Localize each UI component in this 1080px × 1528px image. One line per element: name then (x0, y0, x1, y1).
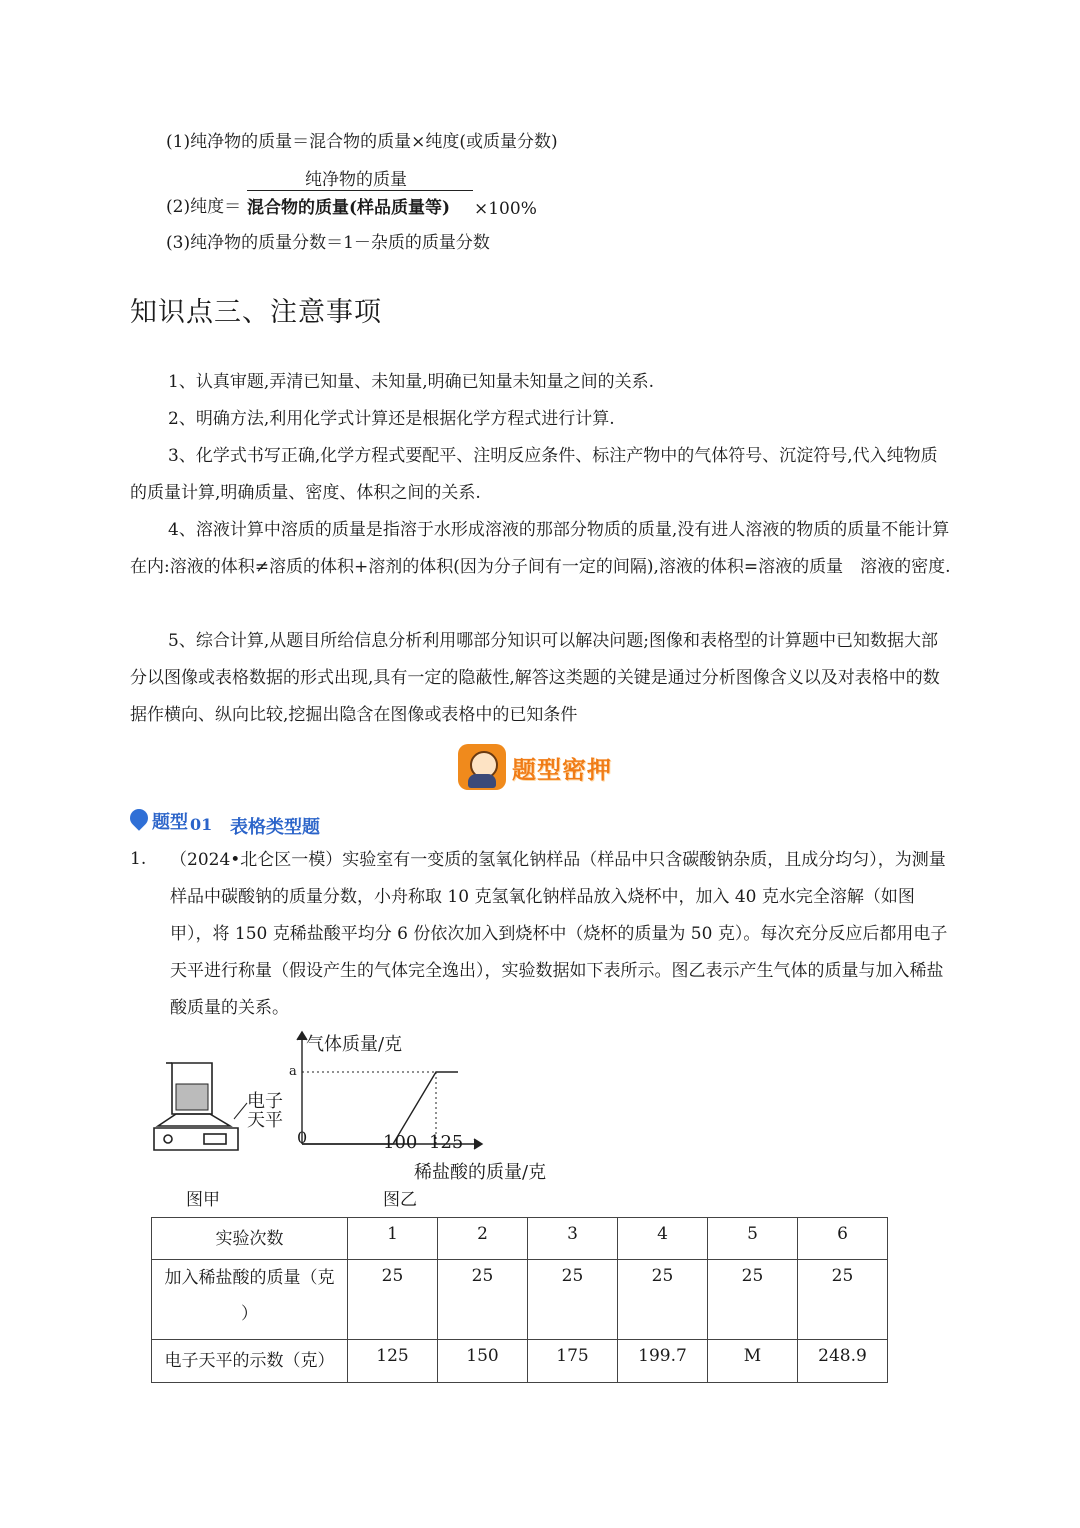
question-text: （2024•北仑区一模）实验室有一变质的氢氧化钠样品（样品中只含碳酸钠杂质，且成分均匀），为测量样品中碳酸钠的质量分数，小舟称取 10 克氢氧化钠样品放入烧杯中，加入 40 克水完全溶解（如图甲），将 150 克稀盐酸平均分 6 份依次加入到烧杯中（烧杯的质量为 50 克）。每次充分反应后都用电子天平进行称量（假设产生的气体完全逸出），实验数据如下表所示。图乙表示产生气体的质量与加入稀盐酸质量的关系。 (170, 850, 948, 1018)
figure-a-caption: 图甲 (186, 1190, 220, 1210)
note-item-3: 3、化学式书写正确,化学方程式要配平、注明反应条件、标注产物中的气体符号、沉淀符号,代入纯物质的质量计算,明确质量、密度、体积之间的关系. (130, 446, 938, 503)
experiment-data-table (151, 1217, 888, 1383)
table-col-header: 6 (798, 1218, 888, 1260)
question-type-banner (458, 744, 624, 790)
section-heading: 知识点三、注意事项 (130, 297, 382, 328)
table-cell: 25 (348, 1260, 438, 1340)
row-label-line-2: ） (241, 1304, 258, 1324)
type-number: 01 (190, 815, 213, 834)
table-col-header: 3 (528, 1218, 618, 1260)
x-axis-arrow-icon (474, 1139, 482, 1149)
balance-label-line-1: 电子 (247, 1091, 283, 1112)
type-label: 题型 (152, 812, 188, 833)
note-item-1: 1、认真审题,弄清已知量、未知量,明确已知量未知量之间的关系. (168, 372, 655, 392)
table-header-label: 实验次数 (152, 1218, 348, 1260)
table-col-header: 1 (348, 1218, 438, 1260)
table-cell: 125 (348, 1340, 438, 1383)
table-cell: 25 (618, 1260, 708, 1340)
table-cell: 25 (528, 1260, 618, 1340)
formula-line-3: (3)纯净物的质量分数＝1－杂质的质量分数 (166, 233, 490, 253)
table-cell: 25 (708, 1260, 798, 1340)
y-tick-a: a (289, 1064, 297, 1079)
table-cell: 248.9 (798, 1340, 888, 1383)
balance-leader-line (233, 1101, 249, 1121)
row-label-line-1: 加入稀盐酸的质量（克 (164, 1268, 335, 1288)
note-item-5: 5、综合计算,从题目所给信息分析利用哪部分知识可以解决问题;图像和表格型的计算题中已知数据大部分以图像或表格数据的形式出现,具有一定的隐蔽性,解答这类题的关键是通过分析图像含义以及对表格中的数据作横向、纵向比较,挖掘出隐含在图像或表格中的已知条件 (130, 631, 940, 725)
balance-label-line-2: 天平 (247, 1110, 283, 1131)
formula-line-1: (1)纯净物的质量＝混合物的质量×纯度(或质量分数) (166, 132, 558, 152)
table-header-row (152, 1218, 888, 1260)
table-row-label: 电子天平的示数（克） (152, 1340, 348, 1383)
x-tick-125: 125 (429, 1132, 464, 1153)
table-row-label (152, 1260, 348, 1340)
figure-b-caption: 图乙 (383, 1190, 417, 1210)
table-row (152, 1340, 888, 1383)
table-cell: 199.7 (618, 1340, 708, 1383)
purity-fraction-numerator: 纯净物的质量 (305, 170, 407, 190)
table-col-header: 4 (618, 1218, 708, 1260)
table-col-header: 5 (708, 1218, 798, 1260)
x-axis-label: 稀盐酸的质量/克 (414, 1162, 547, 1183)
table-cell: 150 (438, 1340, 528, 1383)
banner-title: 题型密押 (512, 756, 612, 784)
note-item-4: 4、溶液计算中溶质的质量是指溶于水形成溶液的那部分物质的质量,没有进人溶液的物质的质量不能计算在内:溶液的体积≠溶质的体积+溶剂的体积(因为分子间有一定的间隔),溶液的体积=溶液的质量 溶液的密度. (130, 520, 951, 577)
note-item-2: 2、明确方法,利用化学式计算还是根据化学方程式进行计算. (168, 409, 615, 429)
purity-fraction-denominator: 混合物的质量(样品质量等) (247, 198, 451, 218)
location-pin-icon (126, 805, 151, 830)
formula-line-2-suffix: ×100% (474, 199, 537, 219)
y-axis-label: 气体质量/克 (306, 1034, 403, 1055)
origin-label: 0 (297, 1128, 308, 1147)
table-cell: 175 (528, 1340, 618, 1383)
table-cell: 25 (798, 1260, 888, 1340)
fraction-bar (247, 190, 473, 191)
x-tick-100: 100 (383, 1132, 418, 1153)
table-row (152, 1260, 888, 1340)
teacher-avatar-icon (458, 744, 506, 790)
formula-line-2-prefix: (2)纯度＝ (166, 197, 242, 217)
table-col-header: 2 (438, 1218, 528, 1260)
question-number: 1. (130, 849, 147, 869)
table-cell: 25 (438, 1260, 528, 1340)
type-title: 表格类型题 (230, 817, 320, 838)
table-cell: M (708, 1340, 798, 1383)
